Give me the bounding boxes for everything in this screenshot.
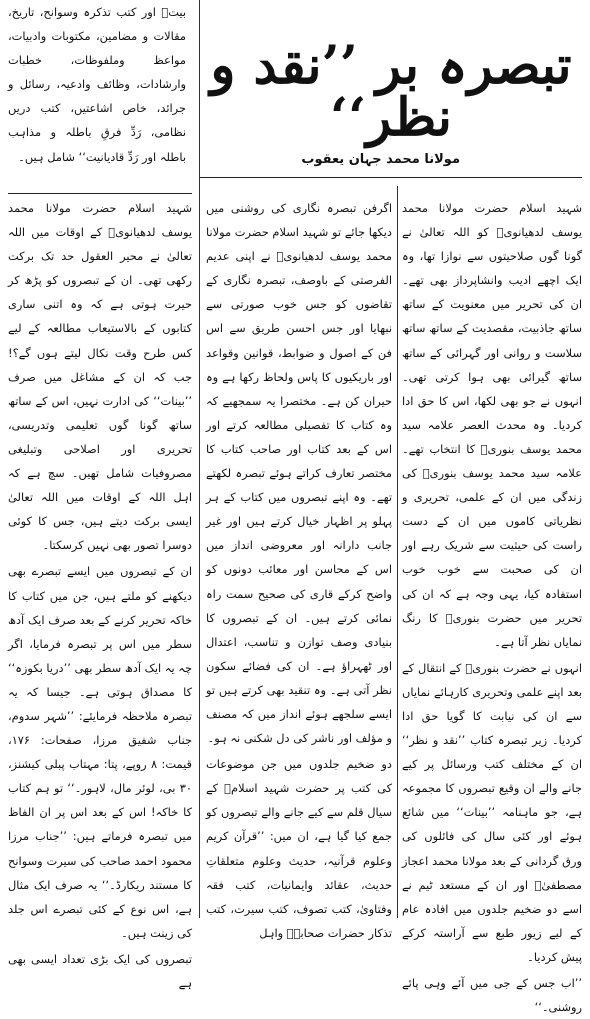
article-author: مولانا محمد جہان یعقوب	[301, 152, 460, 167]
column-right	[402, 196, 582, 1015]
paragraph: انہوں نے حضرت بنوریؒ کے انتقال کے بعد اپنے علمی وتحریری کارہائے نمایاں سے ان کی نیابت کا گویا حق ادا کردیا۔ زیر تبصرہ کتاب ’’نقد و نظر‘‘ ان کے مختلف کتب ورسائل پر کیے جانے والے ان وقیع تبصروں کا مجموعہ ہے، جو ماہنامہ ’’بینات‘‘ میں شائع ہوئے اور کئی سال کی فائلوں کی ورق گردانی کے بعد مولانا محمد اعجاز مصطفیٰؒ اور ان کے مستعد ٹیم نے اسے دو ضخیم جلدوں میں افادہ عام کے لیے زیور طبع سے آراستہ کرکے پیش کردیا۔	[402, 660, 582, 964]
paragraph: شہید اسلام حضرت مولانا محمد یوسف لدھیانویؒ کو اللہ تعالیٰ نے گونا گوں صلاحیتوں سے نوازا تھا، وہ ایک اچھے ادیب وانشاپرداز بھی تھے۔ ان کی تحریر میں معنویت کے ساتھ ساتھ جاذبیت، مقصدیت کے ساتھ ساتھ سلاست و روانی اور گہرائی کے ساتھ ساتھ گیرائی بھی ہوا کرتی تھی۔ انہوں نے جو بھی لکھا، اس کا حق ادا کردیا۔ وہ محدث العصر علامہ سید محمد یوسف بنوریؒ کا انتخاب تھے۔ علامہ سید محمد یوسف بنوریؒ کی زندگی میں ان کے علمی، تحریری و نظریاتی کاموں میں ان کے دست راست کی حیثیت سے شریک رہے اور ان کی صحبت سے خوب خوب استفادہ کیا، یہی وجہ ہے کہ ان کی تحریر میں حضرت بنوریؒ کا رنگ نمایاں نظر آتا ہے۔	[402, 201, 582, 649]
top-left-text-block	[8, 0, 186, 192]
paragraph: تبصروں کی ایک بڑی تعداد ایسی بھی ہے	[8, 951, 192, 990]
paragraph: بیتؐ اور کتب تذکرہ وسوانح، تاریخ، مقالات و مضامین، مکتوبات وادبیات، مواعظ وملفوظات، خطبات وارشادات، وظائف وادعیہ، رسائل و جرائد، خاص اشاعتیں، کتب دریں نظامی، رَدِّ فرقِ باطلہ و مذاہب باطلہ اور رَدِّ قادیانیت‘‘ شامل ہیں۔	[8, 5, 186, 164]
column-left	[8, 196, 192, 990]
paragraph: ان کے تبصروں میں ایسے تبصرے بھی دیکھنے کو ملتے ہیں، جن میں کتاب کا خاکہ تحریر کرنے کے بعد صرف ایک آدھ سطر میں اس پر تبصرہ فرمایا، اگر چہ یہ ایک آدھ سطر بھی ’’دریا بکوزہ‘‘ کا مصداق ہوتی ہے۔ جیسا کہ یہ تبصرہ ملاحظہ فرمایئے: ’’شہر سدوم، جناب شفیق مرزا، صفحات: ۱۷۶، قیمت: ۸ روپے، پتا: مہتاب پبلی کیشنز، ۳۰ بی، لوئر مال، لاہور۔‘‘ تو ہم کتاب کا خاکہ! اس کے بعد اس پر ان الفاظ میں تبصرہ فرماتے ہیں: ’’جناب مرزا محمود احمد صاحب کی سیرت وسوانح کا مستند ریکارڈ۔‘‘ یہ صرف ایک مثال ہے، اس نوع کے کئی تبصرے اس جلد کی زینت ہیں۔	[8, 564, 192, 940]
left-top-rule	[8, 193, 192, 194]
column-divider-left	[199, 0, 200, 918]
article-title: تبصرہ بر ’’نقد و نظر‘‘	[210, 35, 572, 148]
paragraph: ’’اب جس کے جی میں آئے وہی پائے روشنی۔‘‘	[402, 976, 582, 1015]
header-rule	[200, 177, 582, 178]
paragraph: دو ضخیم جلدوں میں جن موضوعات کی کتب پر حضرت شہید اسلامؒ کے سیال قلم سے کیے جانے والے تبصروں کو جمع کیا گیا ہے، ان میں: ’’قرآن کریم وعلوم قرآنیہ، حدیث وعلوم متعلقاتِ حدیث، عقائد وایمانیات، کتب فقہ وفتاویٰ، کتب تصوف، کتب سیرت، کتب تذکار حضرات صحابہؓ واہل	[206, 757, 392, 940]
paragraph: اگرفن تبصرہ نگاری کی روشنی میں دیکھا جائے تو شہید اسلام حضرت مولانا محمد یوسف لدھیانویؒ نے اپنی عدیم الفرصتی کے باوصف، تبصرہ نگاری کے تقاضوں کو جس خوب صورتی سے نبھایا اور جس احسن طریق سے اس فن کے اصول و ضوابط، قوانین وقواعد اور باریکیوں کا پاس ولحاظ رکھا ہے وہ حیران کن ہے۔ مختصرا یہ سمجھیے کہ وہ کتاب کا تفصیلی مطالعہ کرتے اور اس کے بعد کتاب اور صاحب کتاب کا مختصر تعارف کراتے ہوئے تبصرہ لکھتے تھے۔ وہ اپنے تبصروں میں کتاب کے ہر پہلو پر اظہار خیال کرتے ہیں اور غیر جانب دارانہ اور معروضی انداز میں اس کے محاسن اور معائب دونوں کو واضح کرکے قاری کی صحیح سمت راہ نمائی کرتے ہیں۔ ان کے تبصروں کا بنیادی وصف توازن و تناسب، اعتدال اور ٹھہراؤ ہے۔ ان کی فضائے سکون نظر آتی ہے۔ وہ تنقید بھی کرتے ہیں تو ایسے سلجھے ہوئے انداز میں کہ مصنف و مؤلف اور ناشر کی دل شکنی نہ ہو۔	[206, 201, 392, 746]
column-middle	[206, 196, 392, 940]
column-divider-right	[397, 186, 398, 918]
paragraph: شہید اسلام حضرت مولانا محمد یوسف لدھیانویؒ کے اوقات میں اللہ تعالیٰ نے محیر العقول حد تک برکت رکھی تھی۔ ان کے تبصروں کو پڑھ کر حیرت ہوتی ہے کہ وہ اتنی ساری کتابوں کے بالاستیعاب مطالعہ کے لیے کس طرح وقت نکال لیتے ہوں گے؟! جب کہ ان کے مشاغل میں صرف ’’بینات‘‘ کی ادارت نہیں، اس کے ساتھ ساتھ گونا گوں تعلیمی وتدریسی، تحریری اور اصلاحی وتبلیغی مصروفیات شامل تھیں۔ سچ ہے کہ اہل اللہ کے اوقات میں اللہ تعالیٰ ایسی برکت دیتے ہیں، جس کا کوئی دوسرا تصور بھی نہیں کرسکتا۔	[8, 201, 192, 553]
